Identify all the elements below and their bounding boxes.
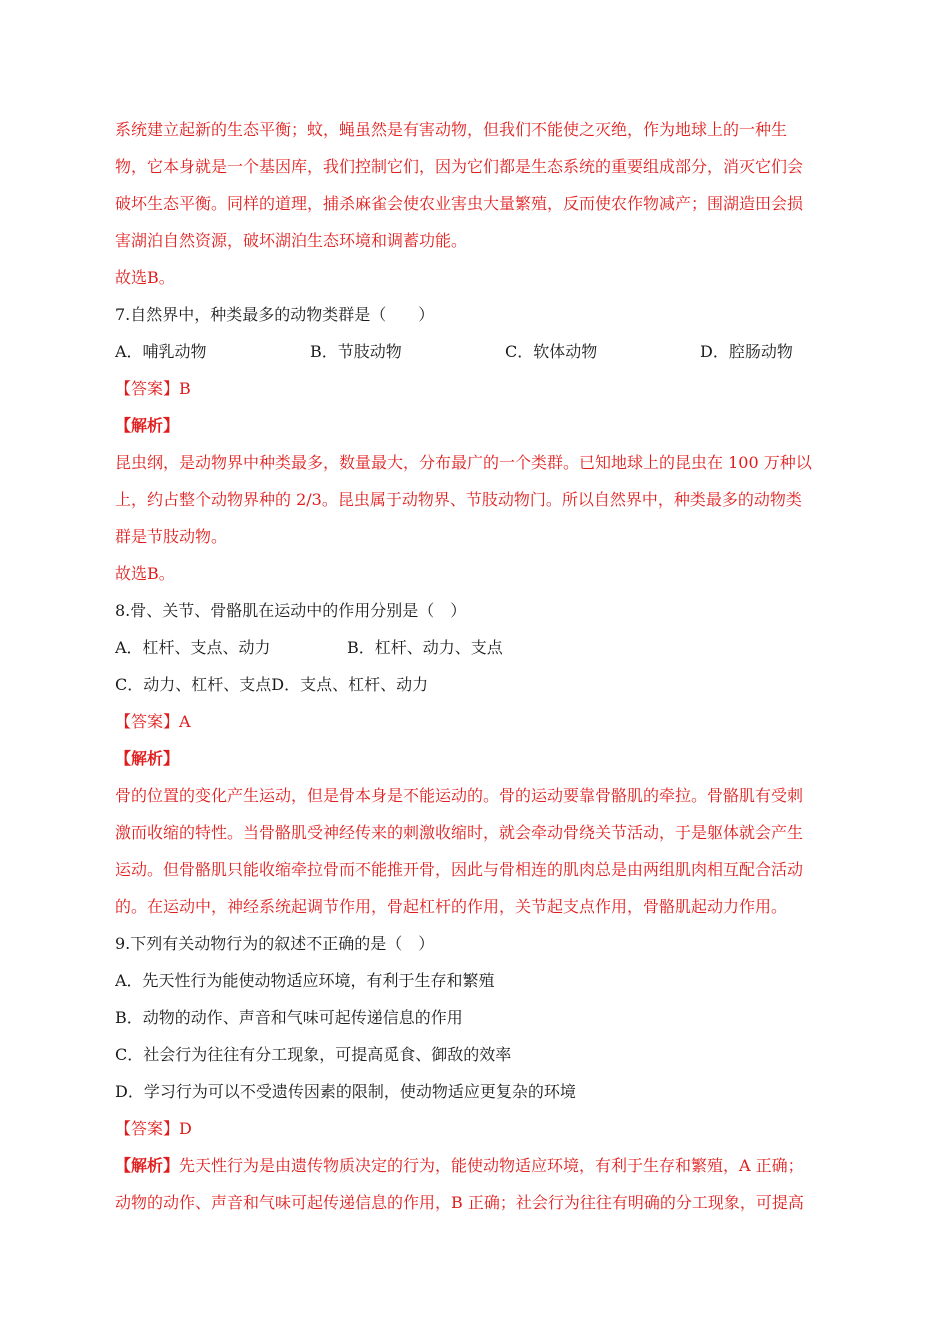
analysis-line: 上，约占整个动物界种的 2/3。昆虫属于动物界、节肢动物门。所以自然界中，种类最多的动物类	[115, 490, 802, 509]
text-line: 害湖泊自然资源，破坏湖泊生态环境和调蓄功能。	[115, 231, 468, 250]
option-a: A．杠杆、支点、动力	[115, 638, 271, 657]
option-a: A．哺乳动物	[115, 342, 207, 361]
option-b: B．节肢动物	[310, 342, 402, 361]
analysis-line: 骨的位置的变化产生运动，但是骨本身是不能运动的。骨的运动要靠骨骼肌的牵拉。骨骼肌有受刺	[115, 786, 804, 805]
analysis-text: 先天性行为是由遗传物质决定的行为，能使动物适应环境，有利于生存和繁殖，A 正确；	[179, 1156, 804, 1175]
text-line: 系统建立起新的生态平衡；蚊，蝇虽然是有害动物，但我们不能使之灭绝，作为地球上的一种生	[115, 120, 788, 139]
option-a: A．先天性行为能使动物适应环境，有利于生存和繁殖	[115, 971, 495, 990]
option-d: D．腔肠动物	[700, 342, 793, 361]
conclusion-text: 故选B。	[115, 564, 175, 583]
option-d: D．学习行为可以不受遗传因素的限制，使动物适应更复杂的环境	[115, 1082, 576, 1101]
answer-label: 【答案】D	[115, 1119, 192, 1138]
analysis-line: 的。在运动中，神经系统起调节作用，骨起杠杆的作用，关节起支点作用，骨骼肌起动力作用。	[115, 897, 788, 916]
question-7-options	[115, 340, 837, 377]
analysis-line: 运动。但骨骼肌只能收缩牵拉骨而不能推开骨，因此与骨相连的肌肉总是由两组肌肉相互配合活动	[115, 860, 804, 879]
text-line: 破坏生态平衡。同样的道理，捕杀麻雀会使农业害虫大量繁殖，反而使农作物减产；围湖造田会损	[115, 194, 804, 213]
question-8-stem: 8.骨、关节、骨骼肌在运动中的作用分别是（ ）	[115, 601, 467, 620]
option-b: B．动物的动作、声音和气味可起传递信息的作用	[115, 1008, 463, 1027]
analysis-label: 【解析】	[115, 1156, 180, 1175]
option-c: C．软体动物	[505, 342, 598, 361]
question-7-stem: 7.自然界中，种类最多的动物类群是（ ）	[115, 305, 435, 324]
answer-label: 【答案】A	[115, 712, 191, 731]
answer-label: 【答案】B	[115, 379, 191, 398]
option-b: B．杠杆、动力、支点	[347, 638, 503, 657]
analysis-line: 激而收缩的特性。当骨骼肌受神经传来的刺激收缩时，就会牵动骨绕关节活动，于是躯体就会产生	[115, 823, 804, 842]
analysis-label: 【解析】	[115, 749, 180, 768]
analysis-line: 动物的动作、声音和气味可起传递信息的作用，B 正确；社会行为往往有明确的分工现象，可提高	[115, 1193, 804, 1212]
option-c: C．社会行为往往有分工现象，可提高觅食、御敌的效率	[115, 1045, 512, 1064]
analysis-line	[115, 1154, 837, 1191]
analysis-line: 昆虫纲，是动物界中种类最多，数量最大，分布最广的一个类群。已知地球上的昆虫在 100 万种以	[115, 453, 812, 472]
question-9-stem: 9.下列有关动物行为的叙述不正确的是（ ）	[115, 934, 435, 953]
document-body	[115, 118, 837, 1228]
question-8-options-ab	[115, 636, 837, 673]
analysis-line: 群是节肢动物。	[115, 527, 228, 546]
conclusion-text: 故选B。	[115, 268, 175, 287]
analysis-label: 【解析】	[115, 416, 180, 435]
question-8-options-cd: C．动力、杠杆、支点D．支点、杠杆、动力	[115, 675, 429, 694]
text-line: 物，它本身就是一个基因库，我们控制它们，因为它们都是生态系统的重要组成部分，消灭它们会	[115, 157, 804, 176]
